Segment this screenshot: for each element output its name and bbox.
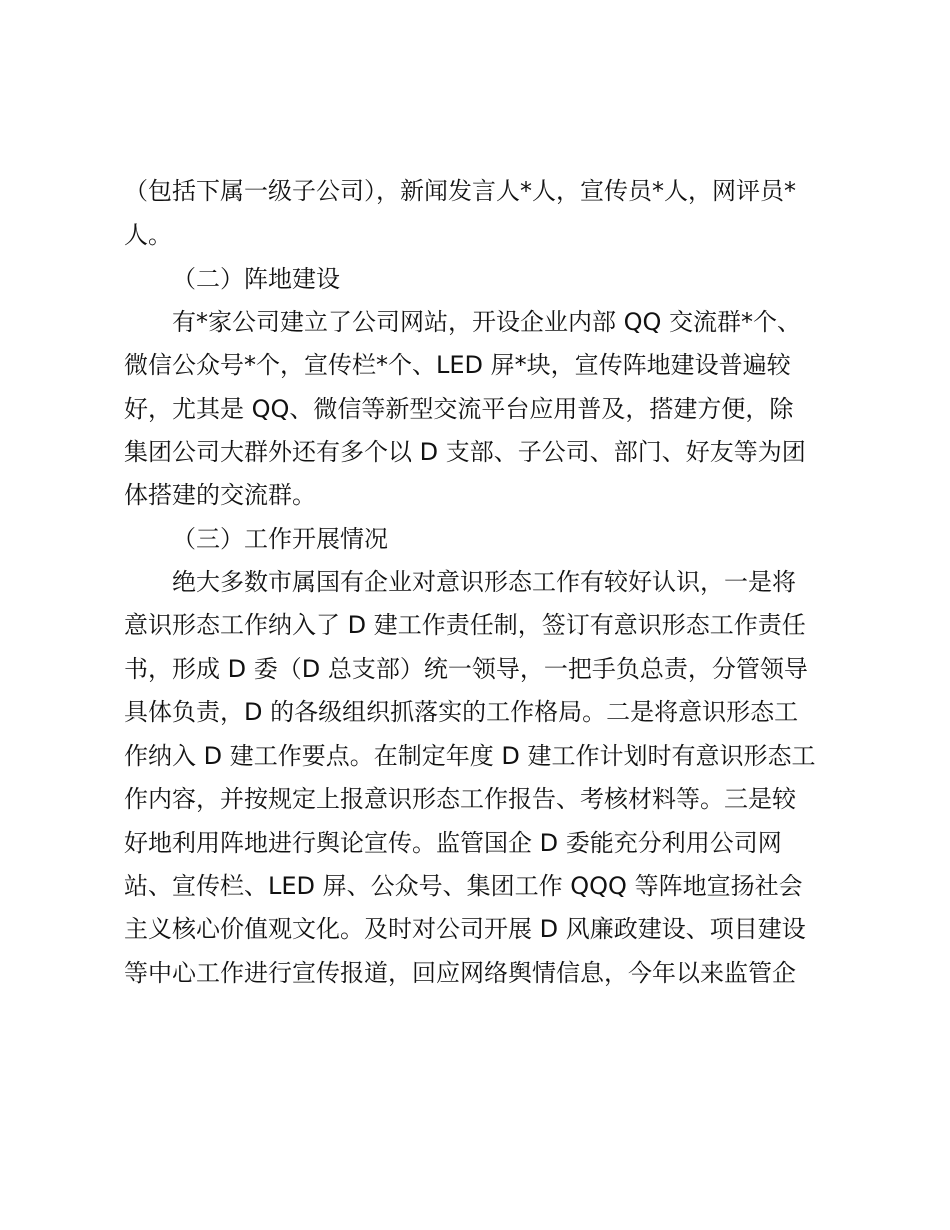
paragraph-line: 集团公司大群外还有多个以 D 支部、子公司、部门、好友等为团 <box>124 438 806 466</box>
paragraph-line: 主义核心价值观文化。及时对公司开展 D 风廉政建设、项目建设 <box>124 915 806 943</box>
paragraph-line: （包括下属一级子公司），新闻发言人*人，宣传员*人，网评员* <box>124 177 796 205</box>
paragraph-line: 绝大多数市属国有企业对意识形态工作有较好认识，一是将 <box>172 568 796 596</box>
section-heading: （二）阵地建设 <box>172 265 340 293</box>
paragraph-line: 具体负责，D 的各级组织抓落实的工作格局。二是将意识形态工 <box>124 698 799 726</box>
paragraph-line: 微信公众号*个，宣传栏*个、LED 屏*块，宣传阵地建设普遍较 <box>124 351 791 379</box>
paragraph-line: 有*家公司建立了公司网站，开设企业内部 QQ 交流群*个、 <box>172 308 802 336</box>
paragraph-line: 人。 <box>124 221 172 249</box>
paragraph-line: 站、宣传栏、LED 屏、公众号、集团工作 QQQ 等阵地宣扬社会 <box>124 872 803 900</box>
paragraph-line: 书，形成 D 委（D 总支部）统一领导，一把手负总责，分管领导 <box>124 655 808 683</box>
section-heading: （三）工作开展情况 <box>172 525 388 553</box>
paragraph-line: 好地利用阵地进行舆论宣传。监管国企 D 委能充分利用公司网 <box>124 829 782 857</box>
paragraph-line: 意识形态工作纳入了 D 建工作责任制，签订有意识形态工作责任 <box>124 611 806 639</box>
paragraph-line: 等中心工作进行宣传报道，回应网络舆情信息，今年以来监管企 <box>124 959 796 987</box>
paragraph-line: 作纳入 D 建工作要点。在制定年度 D 建工作计划时有意识形态工 <box>124 742 816 770</box>
paragraph-line: 好，尤其是 QQ、微信等新型交流平台应用普及，搭建方便，除 <box>124 395 794 423</box>
paragraph-line: 体搭建的交流群。 <box>124 481 316 509</box>
paragraph-line: 作内容，并按规定上报意识形态工作报告、考核材料等。三是较 <box>124 785 796 813</box>
